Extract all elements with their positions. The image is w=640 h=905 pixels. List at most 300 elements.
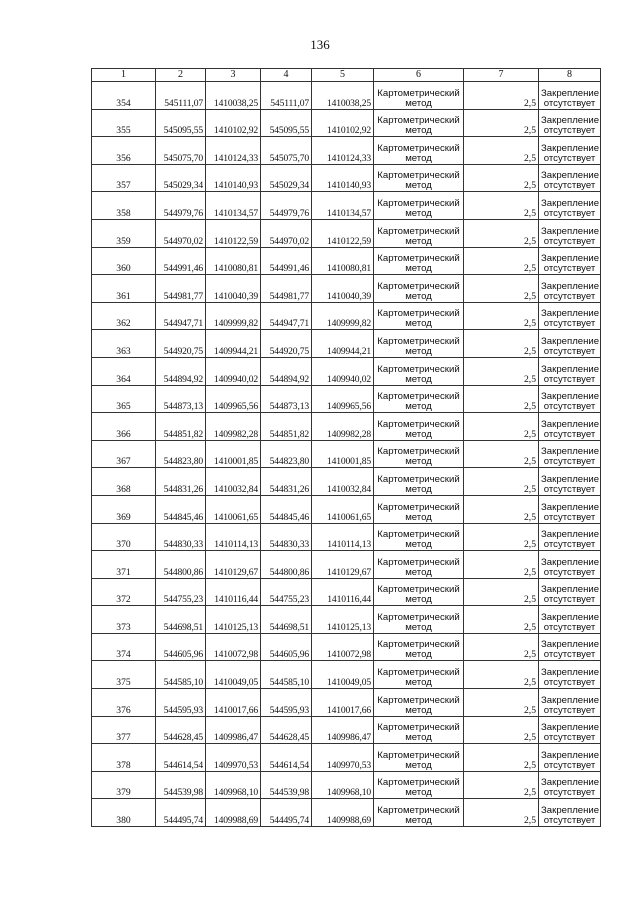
point-number-cell: 354 (92, 82, 156, 110)
y-coordinate-cell: 1410102,92 (312, 109, 374, 137)
cell-text-line: метод (405, 566, 432, 578)
x-coordinate-cell: 544947,71 (156, 302, 206, 330)
y-coordinate-cell: 1410129,67 (206, 551, 261, 579)
cell-text-line: метод (405, 263, 432, 275)
cell-text-line: Картометрический (377, 280, 460, 292)
cell-text-line: Картометрический (377, 805, 460, 817)
y-coordinate-cell: 1410017,66 (312, 689, 374, 717)
x-coordinate-cell: 544830,33 (156, 523, 206, 551)
cell-text-line: отсутствует (543, 180, 596, 192)
y-coordinate-cell: 1410061,65 (312, 495, 374, 523)
cell-text-line: Закрепление (541, 584, 600, 596)
y-coordinate-cell: 1410114,13 (206, 523, 261, 551)
cell-text-line: отсутствует (543, 677, 596, 689)
cell-text-line: Картометрический (377, 225, 460, 237)
method-cell (374, 247, 464, 275)
method-cell (374, 413, 464, 441)
table-row (92, 219, 601, 247)
cell-text-line: Картометрический (377, 529, 460, 541)
y-coordinate-cell: 1409986,47 (206, 716, 261, 744)
y-coordinate-cell: 1409999,82 (206, 302, 261, 330)
cell-text-line: отсутствует (543, 759, 596, 771)
cell-text-line: Картометрический (377, 694, 460, 706)
column-header: 4 (261, 69, 312, 82)
x-coordinate-cell: 545075,70 (156, 137, 206, 165)
fixing-cell (539, 137, 601, 165)
accuracy-cell: 2,5 (464, 385, 539, 413)
x-coordinate-cell: 544614,54 (156, 744, 206, 772)
accuracy-cell: 2,5 (464, 716, 539, 744)
method-cell (374, 109, 464, 137)
x-coordinate-cell: 544894,92 (261, 357, 312, 385)
y-coordinate-cell: 1410116,44 (206, 578, 261, 606)
accuracy-cell: 2,5 (464, 82, 539, 110)
y-coordinate-cell: 1410017,66 (206, 689, 261, 717)
x-coordinate-cell: 545095,55 (261, 109, 312, 137)
fixing-cell (539, 82, 601, 110)
point-number-cell: 376 (92, 689, 156, 717)
y-coordinate-cell: 1410038,25 (312, 82, 374, 110)
cell-text-line: Закрепление (541, 391, 600, 403)
point-number-cell: 362 (92, 302, 156, 330)
accuracy-cell: 2,5 (464, 192, 539, 220)
x-coordinate-cell: 544991,46 (156, 247, 206, 275)
x-coordinate-cell: 544595,93 (261, 689, 312, 717)
point-number-cell: 363 (92, 330, 156, 358)
table-row (92, 82, 601, 110)
cell-text-line: метод (405, 677, 432, 689)
x-coordinate-cell: 544585,10 (156, 661, 206, 689)
cell-text-line: отсутствует (543, 207, 596, 219)
fixing-cell (539, 385, 601, 413)
x-coordinate-cell: 544585,10 (261, 661, 312, 689)
fixing-cell (539, 440, 601, 468)
x-coordinate-cell: 545075,70 (261, 137, 312, 165)
accuracy-cell: 2,5 (464, 578, 539, 606)
x-coordinate-cell: 544495,74 (261, 799, 312, 827)
method-cell (374, 357, 464, 385)
cell-text-line: метод (405, 456, 432, 468)
fixing-cell (539, 219, 601, 247)
table-row (92, 744, 601, 772)
accuracy-cell: 2,5 (464, 495, 539, 523)
cell-text-line: Закрепление (541, 253, 600, 265)
table-row (92, 440, 601, 468)
x-coordinate-cell: 544851,82 (156, 413, 206, 441)
table-row (92, 385, 601, 413)
point-number-cell: 356 (92, 137, 156, 165)
cell-text-line: отсутствует (543, 235, 596, 247)
cell-text-line: метод (405, 649, 432, 661)
page-number: 136 (310, 37, 330, 52)
fixing-cell (539, 247, 601, 275)
cell-text-line: метод (405, 759, 432, 771)
method-cell (374, 275, 464, 303)
y-coordinate-cell: 1410134,57 (312, 192, 374, 220)
accuracy-cell: 2,5 (464, 357, 539, 385)
cell-text-line: Закрепление (541, 335, 600, 347)
method-cell (374, 192, 464, 220)
method-cell (374, 82, 464, 110)
cell-text-line: Закрепление (541, 805, 600, 817)
cell-text-line: метод (405, 345, 432, 357)
cell-text-line: метод (405, 815, 432, 827)
y-coordinate-cell: 1410049,05 (312, 661, 374, 689)
x-coordinate-cell: 544970,02 (261, 219, 312, 247)
x-coordinate-cell: 544920,75 (261, 330, 312, 358)
x-coordinate-cell: 544495,74 (156, 799, 206, 827)
cell-text-line: Закрепление (541, 473, 600, 485)
x-coordinate-cell: 544698,51 (261, 606, 312, 634)
cell-text-line: Картометрический (377, 584, 460, 596)
cell-text-line: отсутствует (543, 290, 596, 302)
table-row (92, 689, 601, 717)
x-coordinate-cell: 544605,96 (156, 633, 206, 661)
cell-text-line: Закрепление (541, 115, 600, 127)
method-cell (374, 799, 464, 827)
x-coordinate-cell: 544698,51 (156, 606, 206, 634)
cell-text-line: Закрепление (541, 363, 600, 375)
point-number-cell: 361 (92, 275, 156, 303)
method-cell (374, 689, 464, 717)
cell-text-line: Закрепление (541, 280, 600, 292)
cell-text-line: отсутствует (543, 815, 596, 827)
cell-text-line: метод (405, 732, 432, 744)
table-row (92, 661, 601, 689)
point-number-cell: 373 (92, 606, 156, 634)
accuracy-cell: 2,5 (464, 164, 539, 192)
fixing-cell (539, 771, 601, 799)
cell-text-line: Закрепление (541, 749, 600, 761)
table-row (92, 771, 601, 799)
point-number-cell: 378 (92, 744, 156, 772)
accuracy-cell: 2,5 (464, 523, 539, 551)
y-coordinate-cell: 1410122,59 (312, 219, 374, 247)
cell-text-line: метод (405, 235, 432, 247)
x-coordinate-cell: 544873,13 (156, 385, 206, 413)
y-coordinate-cell: 1409988,69 (312, 799, 374, 827)
fixing-cell (539, 357, 601, 385)
y-coordinate-cell: 1410032,84 (206, 468, 261, 496)
fixing-cell (539, 744, 601, 772)
accuracy-cell: 2,5 (464, 109, 539, 137)
method-cell (374, 744, 464, 772)
cell-text-line: Картометрический (377, 363, 460, 375)
x-coordinate-cell: 544894,92 (156, 357, 206, 385)
x-coordinate-cell: 544830,33 (261, 523, 312, 551)
method-cell (374, 771, 464, 799)
cell-text-line: Закрепление (541, 142, 600, 154)
y-coordinate-cell: 1410116,44 (312, 578, 374, 606)
cell-text-line: отсутствует (543, 428, 596, 440)
x-coordinate-cell: 544845,46 (156, 495, 206, 523)
x-coordinate-cell: 545111,07 (261, 82, 312, 110)
point-number-cell: 369 (92, 495, 156, 523)
cell-text-line: Картометрический (377, 667, 460, 679)
cell-text-line: отсутствует (543, 511, 596, 523)
method-cell (374, 551, 464, 579)
cell-text-line: метод (405, 621, 432, 633)
column-header: 7 (464, 69, 539, 82)
cell-text-line: Закрепление (541, 639, 600, 651)
cell-text-line: отсутствует (543, 787, 596, 799)
x-coordinate-cell: 544605,96 (261, 633, 312, 661)
accuracy-cell: 2,5 (464, 219, 539, 247)
y-coordinate-cell: 1410032,84 (312, 468, 374, 496)
cell-text-line: метод (405, 401, 432, 413)
fixing-cell (539, 413, 601, 441)
fixing-cell (539, 495, 601, 523)
cell-text-line: Закрепление (541, 87, 600, 99)
cell-text-line: Картометрический (377, 253, 460, 265)
cell-text-line: Закрепление (541, 694, 600, 706)
coordinates-table (91, 68, 601, 827)
x-coordinate-cell: 544628,45 (156, 716, 206, 744)
x-coordinate-cell: 545111,07 (156, 82, 206, 110)
x-coordinate-cell: 544851,82 (261, 413, 312, 441)
table-row (92, 137, 601, 165)
y-coordinate-cell: 1409986,47 (312, 716, 374, 744)
accuracy-cell: 2,5 (464, 468, 539, 496)
accuracy-cell: 2,5 (464, 551, 539, 579)
accuracy-cell: 2,5 (464, 137, 539, 165)
method-cell (374, 137, 464, 165)
fixing-cell (539, 799, 601, 827)
method-cell (374, 578, 464, 606)
cell-text-line: отсутствует (543, 732, 596, 744)
table-row (92, 799, 601, 827)
point-number-cell: 364 (92, 357, 156, 385)
cell-text-line: отсутствует (543, 345, 596, 357)
point-number-cell: 358 (92, 192, 156, 220)
y-coordinate-cell: 1410040,39 (206, 275, 261, 303)
table-row (92, 109, 601, 137)
point-number-cell: 371 (92, 551, 156, 579)
method-cell (374, 164, 464, 192)
cell-text-line: метод (405, 207, 432, 219)
x-coordinate-cell: 544831,26 (261, 468, 312, 496)
y-coordinate-cell: 1410001,85 (312, 440, 374, 468)
point-number-cell: 365 (92, 385, 156, 413)
x-coordinate-cell: 544755,23 (156, 578, 206, 606)
accuracy-cell: 2,5 (464, 330, 539, 358)
cell-text-line: отсутствует (543, 456, 596, 468)
column-header: 8 (539, 69, 601, 82)
x-coordinate-cell: 544979,76 (261, 192, 312, 220)
cell-text-line: Картометрический (377, 749, 460, 761)
method-cell (374, 495, 464, 523)
point-number-cell: 366 (92, 413, 156, 441)
point-number-cell: 368 (92, 468, 156, 496)
cell-text-line: Картометрический (377, 722, 460, 734)
y-coordinate-cell: 1410114,13 (312, 523, 374, 551)
cell-text-line: Картометрический (377, 197, 460, 209)
cell-text-line: метод (405, 539, 432, 551)
cell-text-line: отсутствует (543, 704, 596, 716)
cell-text-line: отсутствует (543, 566, 596, 578)
cell-text-line: отсутствует (543, 97, 596, 109)
x-coordinate-cell: 544845,46 (261, 495, 312, 523)
point-number-cell: 375 (92, 661, 156, 689)
method-cell (374, 302, 464, 330)
cell-text-line: Картометрический (377, 611, 460, 623)
point-number-cell: 360 (92, 247, 156, 275)
fixing-cell (539, 468, 601, 496)
y-coordinate-cell: 1409944,21 (206, 330, 261, 358)
fixing-cell (539, 330, 601, 358)
cell-text-line: отсутствует (543, 539, 596, 551)
table-row (92, 551, 601, 579)
table-body (92, 82, 601, 827)
point-number-cell: 377 (92, 716, 156, 744)
point-number-cell: 374 (92, 633, 156, 661)
point-number-cell: 359 (92, 219, 156, 247)
y-coordinate-cell: 1410129,67 (312, 551, 374, 579)
x-coordinate-cell: 544800,86 (261, 551, 312, 579)
cell-text-line: метод (405, 180, 432, 192)
fixing-cell (539, 164, 601, 192)
y-coordinate-cell: 1410140,93 (312, 164, 374, 192)
y-coordinate-cell: 1409968,10 (206, 771, 261, 799)
x-coordinate-cell: 544614,54 (261, 744, 312, 772)
x-coordinate-cell: 544539,98 (261, 771, 312, 799)
table-row (92, 330, 601, 358)
table-row (92, 633, 601, 661)
cell-text-line: отсутствует (543, 649, 596, 661)
accuracy-cell: 2,5 (464, 633, 539, 661)
y-coordinate-cell: 1409940,02 (206, 357, 261, 385)
table-header-row (92, 69, 601, 82)
y-coordinate-cell: 1410124,33 (206, 137, 261, 165)
x-coordinate-cell: 544831,26 (156, 468, 206, 496)
y-coordinate-cell: 1410049,05 (206, 661, 261, 689)
cell-text-line: отсутствует (543, 594, 596, 606)
cell-text-line: Картометрический (377, 87, 460, 99)
fixing-cell (539, 523, 601, 551)
table-row (92, 164, 601, 192)
cell-text-line: метод (405, 594, 432, 606)
x-coordinate-cell: 544628,45 (261, 716, 312, 744)
y-coordinate-cell: 1409982,28 (312, 413, 374, 441)
y-coordinate-cell: 1410122,59 (206, 219, 261, 247)
x-coordinate-cell: 544991,46 (261, 247, 312, 275)
method-cell (374, 468, 464, 496)
fixing-cell (539, 606, 601, 634)
cell-text-line: метод (405, 704, 432, 716)
x-coordinate-cell: 544981,77 (156, 275, 206, 303)
x-coordinate-cell: 544920,75 (156, 330, 206, 358)
point-number-cell: 379 (92, 771, 156, 799)
y-coordinate-cell: 1409982,28 (206, 413, 261, 441)
method-cell (374, 440, 464, 468)
y-coordinate-cell: 1410102,92 (206, 109, 261, 137)
accuracy-cell: 2,5 (464, 799, 539, 827)
y-coordinate-cell: 1409965,56 (312, 385, 374, 413)
table-row (92, 716, 601, 744)
table-row (92, 578, 601, 606)
cell-text-line: метод (405, 97, 432, 109)
method-cell (374, 385, 464, 413)
column-header: 1 (92, 69, 156, 82)
y-coordinate-cell: 1409988,69 (206, 799, 261, 827)
method-cell (374, 661, 464, 689)
table-row (92, 468, 601, 496)
x-coordinate-cell: 544873,13 (261, 385, 312, 413)
x-coordinate-cell: 544595,93 (156, 689, 206, 717)
cell-text-line: отсутствует (543, 621, 596, 633)
cell-text-line: отсутствует (543, 125, 596, 137)
accuracy-cell: 2,5 (464, 413, 539, 441)
cell-text-line: Картометрический (377, 335, 460, 347)
x-coordinate-cell: 544947,71 (261, 302, 312, 330)
y-coordinate-cell: 1410134,57 (206, 192, 261, 220)
cell-text-line: Картометрический (377, 418, 460, 430)
point-number-cell: 370 (92, 523, 156, 551)
x-coordinate-cell: 544539,98 (156, 771, 206, 799)
cell-text-line: Картометрический (377, 446, 460, 458)
method-cell (374, 716, 464, 744)
y-coordinate-cell: 1409970,53 (206, 744, 261, 772)
table-row (92, 523, 601, 551)
fixing-cell (539, 633, 601, 661)
cell-text-line: Закрепление (541, 556, 600, 568)
cell-text-line: метод (405, 511, 432, 523)
y-coordinate-cell: 1410140,93 (206, 164, 261, 192)
cell-text-line: отсутствует (543, 318, 596, 330)
point-number-cell: 367 (92, 440, 156, 468)
y-coordinate-cell: 1410080,81 (206, 247, 261, 275)
x-coordinate-cell: 544755,23 (261, 578, 312, 606)
y-coordinate-cell: 1410080,81 (312, 247, 374, 275)
fixing-cell (539, 302, 601, 330)
fixing-cell (539, 716, 601, 744)
accuracy-cell: 2,5 (464, 689, 539, 717)
cell-text-line: метод (405, 318, 432, 330)
y-coordinate-cell: 1410038,25 (206, 82, 261, 110)
fixing-cell (539, 661, 601, 689)
table-row (92, 275, 601, 303)
x-coordinate-cell: 544970,02 (156, 219, 206, 247)
cell-text-line: метод (405, 428, 432, 440)
fixing-cell (539, 578, 601, 606)
x-coordinate-cell: 545029,34 (261, 164, 312, 192)
table-row (92, 357, 601, 385)
y-coordinate-cell: 1410061,65 (206, 495, 261, 523)
cell-text-line: метод (405, 152, 432, 164)
y-coordinate-cell: 1409968,10 (312, 771, 374, 799)
x-coordinate-cell: 545095,55 (156, 109, 206, 137)
x-coordinate-cell: 544979,76 (156, 192, 206, 220)
cell-text-line: метод (405, 290, 432, 302)
accuracy-cell: 2,5 (464, 247, 539, 275)
table-row (92, 247, 601, 275)
cell-text-line: Картометрический (377, 142, 460, 154)
table-row (92, 495, 601, 523)
y-coordinate-cell: 1410124,33 (312, 137, 374, 165)
y-coordinate-cell: 1409970,53 (312, 744, 374, 772)
column-header: 3 (206, 69, 261, 82)
y-coordinate-cell: 1410001,85 (206, 440, 261, 468)
table-row (92, 192, 601, 220)
x-coordinate-cell: 544800,86 (156, 551, 206, 579)
cell-text-line: отсутствует (543, 373, 596, 385)
point-number-cell: 355 (92, 109, 156, 137)
cell-text-line: отсутствует (543, 401, 596, 413)
cell-text-line: Закрепление (541, 722, 600, 734)
cell-text-line: Закрепление (541, 308, 600, 320)
cell-text-line: Закрепление (541, 667, 600, 679)
x-coordinate-cell: 544823,80 (261, 440, 312, 468)
